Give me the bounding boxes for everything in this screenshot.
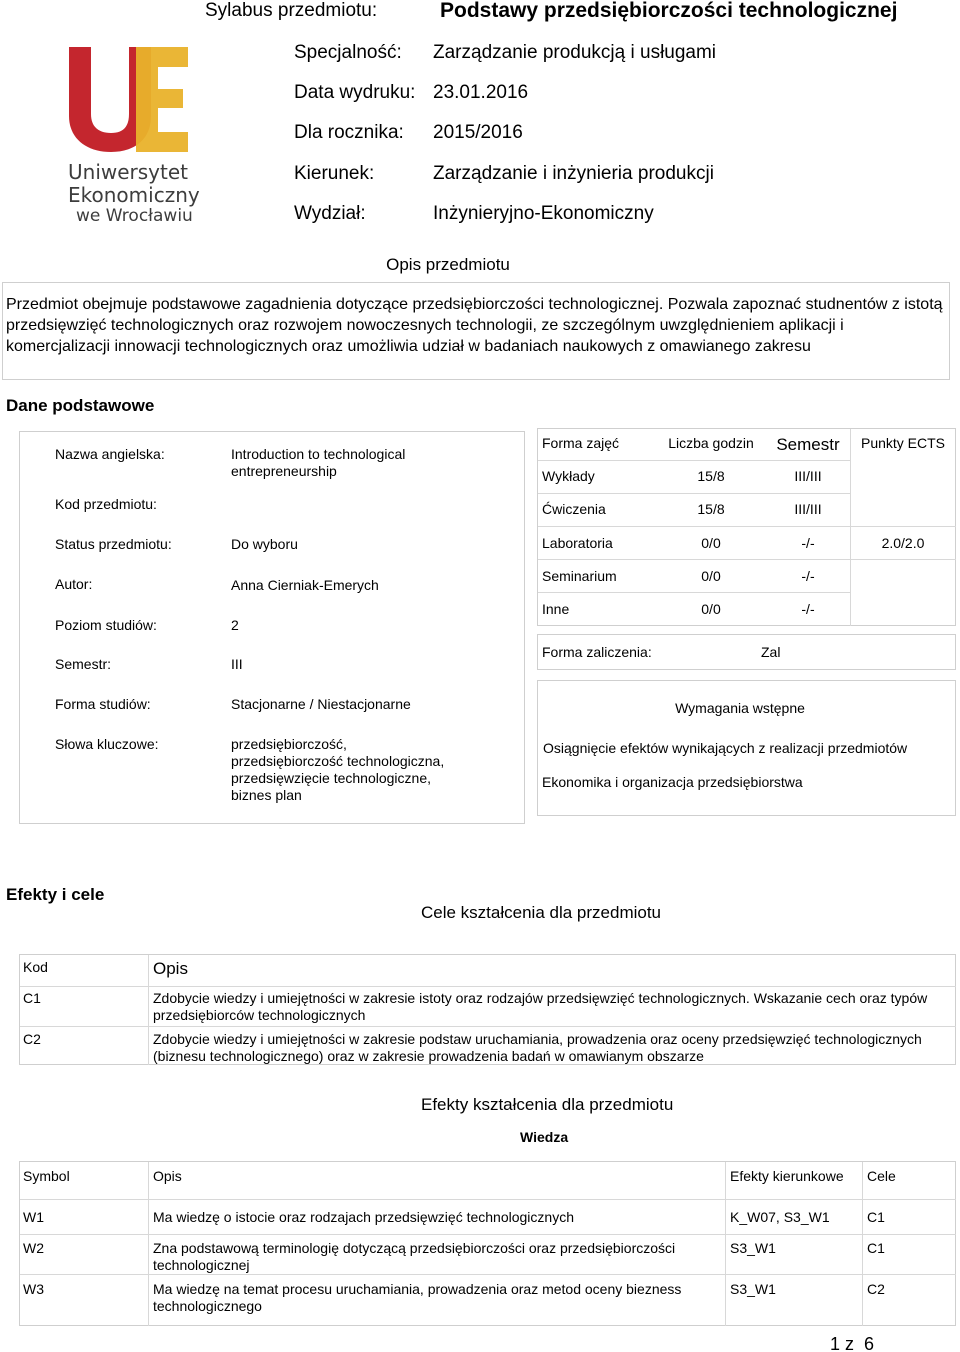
field-value-author: Anna Cierniak-Emerych bbox=[231, 577, 379, 593]
prerequisite-item: Osiągnięcie efektów wynikających z realizacji przedmiotów bbox=[543, 740, 908, 756]
header-value-faculty: Inżynieryjno-Ekonomiczny bbox=[433, 203, 654, 224]
hours-header-ects: Punkty ECTS bbox=[860, 435, 946, 451]
field-value-study-form: Stacjonarne / Niestacjonarne bbox=[231, 696, 411, 712]
outcome-effects: S3_W1 bbox=[730, 1240, 776, 1256]
field-label-level: Poziom studiów: bbox=[55, 617, 157, 633]
outcome-effects: S3_W1 bbox=[730, 1281, 776, 1297]
hours-row-semester: III/III bbox=[794, 501, 822, 517]
outcome-goals: C2 bbox=[867, 1281, 885, 1297]
field-label-study-form: Forma studiów: bbox=[55, 696, 151, 712]
hours-row-form: Wykłady bbox=[542, 468, 595, 484]
outcomes-header-symbol: Symbol bbox=[23, 1168, 70, 1184]
prerequisites-heading: Wymagania wstępne bbox=[675, 700, 805, 716]
hours-row-semester: -/- bbox=[801, 601, 815, 617]
header-label-field: Kierunek: bbox=[294, 163, 375, 184]
header-value-year: 2015/2016 bbox=[433, 122, 523, 143]
outcome-desc: Ma wiedzę na temat procesu uruchamiania, prowadzenia oraz metod oceny biezness technologicznego bbox=[153, 1281, 682, 1314]
hours-row-form: Inne bbox=[542, 601, 570, 617]
field-value-level: 2 bbox=[231, 617, 239, 633]
field-label-course-code: Kod przedmiotu: bbox=[55, 496, 157, 512]
knowledge-heading: Wiedza bbox=[520, 1129, 569, 1145]
prerequisite-item: Ekonomika i organizacja przedsiębiorstwa bbox=[542, 774, 803, 790]
hours-header-form: Forma zajęć bbox=[542, 435, 620, 451]
course-title: Podstawy przedsiębiorczości technologicznej bbox=[440, 0, 898, 22]
hours-header-semester: Semestr bbox=[776, 435, 840, 454]
hours-row-hours: 0/0 bbox=[701, 568, 721, 584]
completion-label: Forma zaliczenia: bbox=[542, 644, 652, 660]
page-number: 1 z 6 bbox=[830, 1334, 875, 1352]
header-label-print-date: Data wydruku: bbox=[294, 82, 416, 103]
logo-line-2: Ekonomiczny bbox=[68, 183, 200, 207]
goals-header-code: Kod bbox=[23, 959, 48, 975]
field-value-status: Do wyboru bbox=[231, 536, 298, 552]
hours-row-hours: 0/0 bbox=[701, 601, 721, 617]
outcome-desc: Ma wiedzę o istocie oraz rodzajach przedsięwzięć technologicznych bbox=[153, 1209, 574, 1225]
outcome-symbol: W2 bbox=[23, 1240, 44, 1256]
outcome-effects: K_W07, S3_W1 bbox=[730, 1209, 830, 1225]
outcome-desc: Zna podstawową terminologię dotyczącą przedsiębiorczości oraz przedsiębiorczości technologicznej bbox=[153, 1240, 676, 1273]
goals-header-desc: Opis bbox=[153, 959, 188, 978]
goals-heading: Cele kształcenia dla przedmiotu bbox=[421, 903, 662, 922]
field-label-author: Autor: bbox=[55, 576, 93, 592]
hours-row-semester: -/- bbox=[801, 568, 815, 584]
outcomes-header-desc: Opis bbox=[153, 1168, 182, 1184]
syllabus-label: Sylabus przedmiotu: bbox=[205, 0, 378, 21]
university-logo bbox=[62, 44, 200, 226]
hours-row-semester: -/- bbox=[801, 535, 815, 551]
hours-table bbox=[537, 428, 956, 626]
outcomes-header-goals: Cele bbox=[867, 1168, 896, 1184]
outcomes-header-effects: Efekty kierunkowe bbox=[730, 1168, 844, 1184]
field-value-semester: III bbox=[231, 656, 243, 672]
goal-code: C1 bbox=[23, 990, 41, 1006]
hours-ects-value: 2.0/2.0 bbox=[881, 535, 925, 551]
field-value-english-name: Introduction to technological entrepreneurship bbox=[231, 446, 406, 479]
hours-row-form: Ćwiczenia bbox=[542, 501, 606, 517]
logo-line-3: we Wrocławiu bbox=[76, 206, 193, 226]
hours-row-semester: III/III bbox=[794, 468, 822, 484]
field-label-status: Status przedmiotu: bbox=[55, 536, 172, 552]
goal-code: C2 bbox=[23, 1031, 41, 1047]
ue-logo-mark bbox=[62, 44, 197, 154]
hours-row-hours: 15/8 bbox=[697, 501, 725, 517]
header-value-field: Zarządzanie i inżynieria produkcji bbox=[433, 163, 714, 184]
header-label-year: Dla rocznika: bbox=[294, 122, 404, 143]
hours-header-hours: Liczba godzin bbox=[668, 435, 754, 451]
effects-heading: Efekty i cele bbox=[6, 885, 105, 904]
outcome-goals: C1 bbox=[867, 1240, 885, 1256]
header-label-faculty: Wydział: bbox=[294, 203, 366, 224]
outcome-symbol: W3 bbox=[23, 1281, 44, 1297]
description-text: Przedmiot obejmuje podstawowe zagadnienia dotyczące przedsiębiorczości technologicznej. Pozwala zapoznać studnentów z istotą przedsięwzięć technologicznych oraz rozwojem nowoczesnych technologii, ze szczególnym uwzględnieniem aplikacji i komercjalizacji innowacji technologicznych oraz umożliwia udział w badaniach naukowych z omawianego zakresu bbox=[6, 296, 943, 355]
field-value-keywords: przedsiębiorczość, przedsiębiorczość technologiczna, przedsięwzięcie technologiczne, biznes plan bbox=[231, 736, 445, 803]
outcome-goals: C1 bbox=[867, 1209, 885, 1225]
hours-row-hours: 15/8 bbox=[697, 468, 725, 484]
field-label-semester: Semestr: bbox=[55, 656, 112, 672]
completion-value: Zal bbox=[761, 644, 781, 660]
logo-line-1: Uniwersytet bbox=[68, 160, 188, 184]
field-label-english-name: Nazwa angielska: bbox=[55, 446, 165, 462]
field-label-keywords: Słowa kluczowe: bbox=[55, 736, 159, 752]
goal-desc: Zdobycie wiedzy i umiejętności w zakresie podstaw uruchamiania, prowadzenia oraz oceny przedsięwzięć technologicznych (biznesu technologicznego) oraz w zakresie prowadzenia badań w omawianym obszarze bbox=[153, 1031, 922, 1064]
header-value-specialty: Zarządzanie produkcją i usługami bbox=[433, 42, 717, 63]
hours-row-hours: 0/0 bbox=[701, 535, 721, 551]
description-heading: Opis przedmiotu bbox=[386, 255, 510, 274]
outcomes-heading: Efekty kształcenia dla przedmiotu bbox=[421, 1095, 674, 1114]
hours-row-form: Laboratoria bbox=[542, 535, 613, 551]
basic-heading: Dane podstawowe bbox=[6, 396, 155, 415]
goal-desc: Zdobycie wiedzy i umiejętności w zakresie istoty oraz rodzajów przedsięwzięć technologicznych. Wskazanie cech oraz typów przedsiębiorców technologicznych bbox=[153, 990, 928, 1023]
outcome-symbol: W1 bbox=[23, 1209, 44, 1225]
header-value-print-date: 23.01.2016 bbox=[433, 82, 529, 103]
header-label-specialty: Specjalność: bbox=[294, 42, 402, 63]
hours-row-form: Seminarium bbox=[542, 568, 617, 584]
